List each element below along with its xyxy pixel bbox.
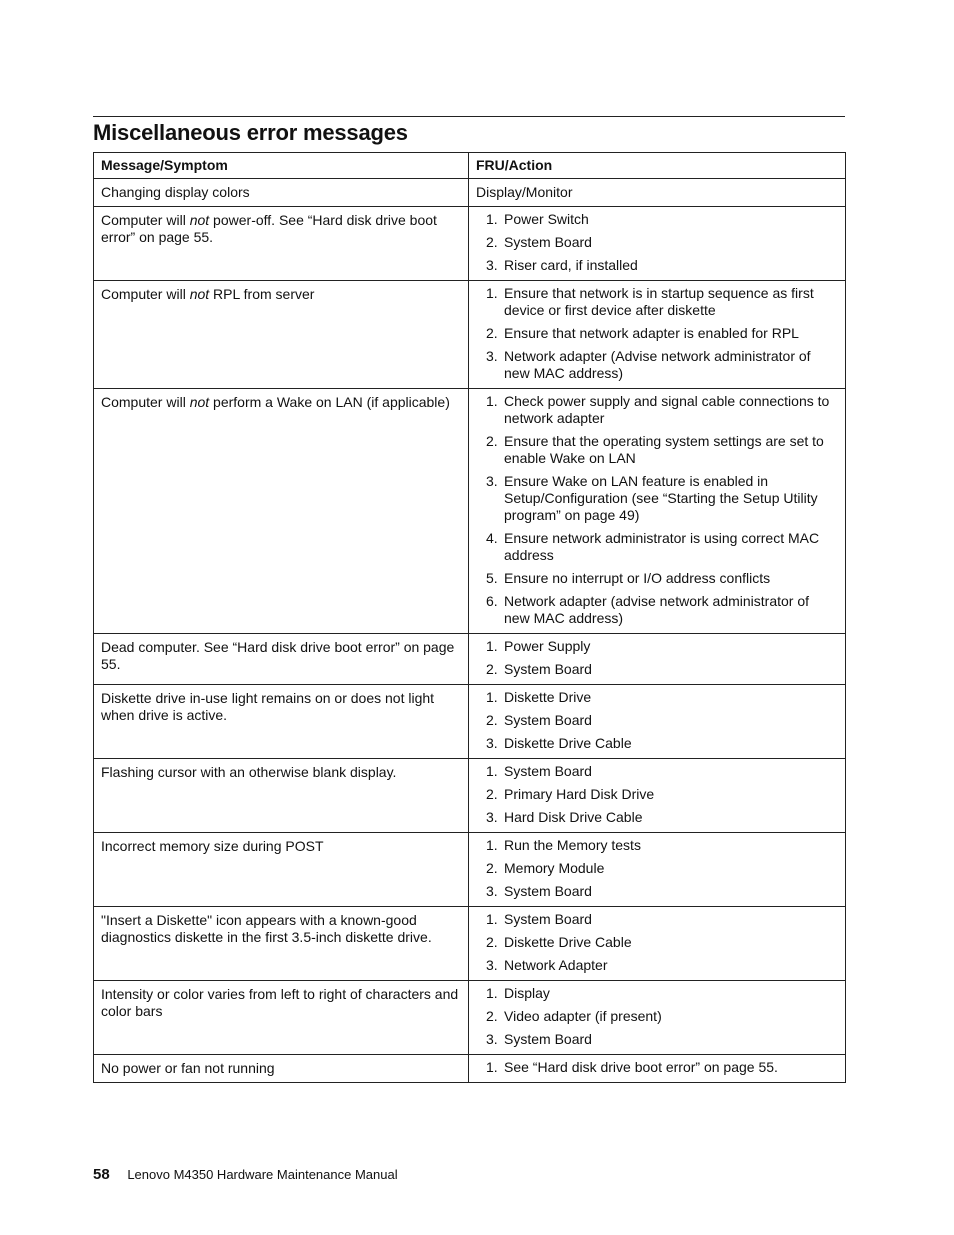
symptom-text: "Insert a Diskette" icon appears with a known-good diagnostics diskette in the first 3.5-inch diskette drive. bbox=[101, 912, 432, 945]
symptom-cell bbox=[94, 281, 469, 389]
list-number: 1. bbox=[486, 689, 498, 705]
action-list-item bbox=[476, 234, 838, 251]
action-list-item bbox=[476, 957, 838, 974]
symptom-text: Computer will bbox=[101, 286, 190, 302]
symptom-cell bbox=[94, 1055, 469, 1083]
action-cell bbox=[469, 907, 846, 981]
action-text: Primary Hard Disk Drive bbox=[504, 786, 655, 802]
action-list-item bbox=[476, 934, 838, 951]
table-row bbox=[94, 907, 846, 981]
action-text: Display/Monitor bbox=[476, 184, 573, 200]
action-list-item bbox=[476, 638, 838, 655]
symptom-text: Dead computer. See “Hard disk drive boot error” on page 55. bbox=[101, 639, 455, 672]
list-number: 4. bbox=[486, 530, 498, 546]
list-number: 2. bbox=[486, 661, 498, 677]
list-number: 3. bbox=[486, 348, 498, 364]
symptom-cell bbox=[94, 833, 469, 907]
action-list bbox=[476, 638, 838, 678]
page-footer bbox=[93, 1166, 398, 1183]
list-number: 2. bbox=[486, 325, 498, 341]
symptom-text: Incorrect memory size during POST bbox=[101, 838, 324, 854]
action-list-item bbox=[476, 433, 838, 467]
action-cell bbox=[469, 833, 846, 907]
action-list-item bbox=[476, 911, 838, 928]
action-list-item bbox=[476, 570, 838, 587]
list-number: 1. bbox=[486, 837, 498, 853]
action-cell bbox=[469, 1055, 846, 1083]
action-list-item bbox=[476, 837, 838, 854]
action-text: Memory Module bbox=[504, 860, 605, 876]
list-number: 2. bbox=[486, 860, 498, 876]
section-rule bbox=[93, 116, 845, 117]
action-list-item bbox=[476, 1031, 838, 1048]
action-list-item bbox=[476, 285, 838, 319]
list-number: 1. bbox=[486, 763, 498, 779]
action-text: System Board bbox=[504, 883, 592, 899]
table-row bbox=[94, 281, 846, 389]
manual-title: Lenovo M4350 Hardware Maintenance Manual bbox=[127, 1167, 398, 1182]
list-number: 1. bbox=[486, 638, 498, 654]
list-number: 3. bbox=[486, 809, 498, 825]
action-text: Video adapter (if present) bbox=[504, 1008, 662, 1024]
table-row bbox=[94, 981, 846, 1055]
action-list bbox=[476, 1059, 838, 1076]
action-cell bbox=[469, 179, 846, 207]
list-number: 3. bbox=[486, 883, 498, 899]
symptom-emphasis: not bbox=[189, 212, 210, 228]
action-text: Power Supply bbox=[504, 638, 591, 654]
list-number: 1. bbox=[486, 211, 498, 227]
list-number: 1. bbox=[486, 911, 498, 927]
action-list bbox=[476, 911, 838, 974]
symptom-cell bbox=[94, 207, 469, 281]
action-list bbox=[476, 763, 838, 826]
list-number: 2. bbox=[486, 786, 498, 802]
symptom-cell bbox=[94, 389, 469, 634]
table-row bbox=[94, 833, 846, 907]
table-row bbox=[94, 685, 846, 759]
table-row bbox=[94, 207, 846, 281]
list-number: 1. bbox=[486, 285, 498, 301]
list-number: 2. bbox=[486, 712, 498, 728]
action-list bbox=[476, 689, 838, 752]
table-body bbox=[94, 179, 846, 1083]
symptom-text: RPL from server bbox=[209, 286, 315, 302]
list-number: 3. bbox=[486, 473, 498, 489]
symptom-text: perform a Wake on LAN (if applicable) bbox=[209, 394, 450, 410]
action-list-item bbox=[476, 257, 838, 274]
action-text: System Board bbox=[504, 763, 592, 779]
action-cell bbox=[469, 981, 846, 1055]
list-number: 3. bbox=[486, 257, 498, 273]
symptom-text: Computer will bbox=[101, 394, 190, 410]
action-text: See “Hard disk drive boot error” on page 55. bbox=[504, 1059, 778, 1075]
table-row bbox=[94, 389, 846, 634]
list-number: 1. bbox=[486, 1059, 498, 1075]
action-text: Hard Disk Drive Cable bbox=[504, 809, 643, 825]
action-list bbox=[476, 837, 838, 900]
action-text: Diskette Drive Cable bbox=[504, 735, 632, 751]
action-list-item bbox=[476, 393, 838, 427]
action-text: Ensure that network is in startup sequence as first device or first device after diskette bbox=[504, 285, 814, 318]
list-number: 6. bbox=[486, 593, 498, 609]
symptom-text: Flashing cursor with an otherwise blank display. bbox=[101, 764, 397, 780]
action-cell bbox=[469, 634, 846, 685]
action-list-item bbox=[476, 1059, 838, 1076]
action-text: System Board bbox=[504, 234, 592, 250]
action-list-item bbox=[476, 661, 838, 678]
list-number: 1. bbox=[486, 393, 498, 409]
symptom-emphasis: not bbox=[189, 394, 210, 410]
action-list-item bbox=[476, 809, 838, 826]
action-list-item bbox=[476, 1008, 838, 1025]
action-text: System Board bbox=[504, 911, 592, 927]
symptom-cell bbox=[94, 685, 469, 759]
action-text: Ensure that network adapter is enabled for RPL bbox=[504, 325, 799, 341]
list-number: 2. bbox=[486, 1008, 498, 1024]
action-text: System Board bbox=[504, 712, 592, 728]
symptom-text: Changing display colors bbox=[101, 184, 250, 200]
list-number: 3. bbox=[486, 957, 498, 973]
action-list-item bbox=[476, 325, 838, 342]
action-list bbox=[476, 393, 838, 627]
action-text: Ensure Wake on LAN feature is enabled in Setup/Configuration (see “Starting the Setup Utility program” on page 49) bbox=[504, 473, 818, 523]
list-number: 2. bbox=[486, 433, 498, 449]
action-list-item bbox=[476, 735, 838, 752]
action-cell bbox=[469, 281, 846, 389]
action-list bbox=[476, 285, 838, 382]
list-number: 2. bbox=[486, 234, 498, 250]
action-text: Diskette Drive bbox=[504, 689, 592, 705]
symptom-text: Intensity or color varies from left to right of characters and color bars bbox=[101, 986, 459, 1019]
list-number: 3. bbox=[486, 1031, 498, 1047]
action-text: Riser card, if installed bbox=[504, 257, 638, 273]
list-number: 5. bbox=[486, 570, 498, 586]
action-list-item bbox=[476, 860, 838, 877]
action-cell bbox=[469, 685, 846, 759]
action-text: Network Adapter bbox=[504, 957, 608, 973]
page-title: Miscellaneous error messages bbox=[93, 120, 408, 145]
symptom-text: Diskette drive in-use light remains on or does not light when drive is active. bbox=[101, 690, 435, 723]
action-list-item bbox=[476, 211, 838, 228]
symptom-text: power-off. See “Hard disk drive boot error” on page 55. bbox=[101, 212, 437, 245]
action-list bbox=[476, 985, 838, 1048]
action-text: Diskette Drive Cable bbox=[504, 934, 632, 950]
action-text: Check power supply and signal cable connections to network adapter bbox=[504, 393, 830, 426]
action-list-item bbox=[476, 473, 838, 524]
symptom-cell bbox=[94, 981, 469, 1055]
symptom-cell bbox=[94, 907, 469, 981]
symptom-emphasis: not bbox=[189, 286, 210, 302]
action-cell bbox=[469, 207, 846, 281]
action-text: Network adapter (Advise network administrator of new MAC address) bbox=[504, 348, 811, 381]
action-list-item bbox=[476, 712, 838, 729]
list-number: 3. bbox=[486, 735, 498, 751]
action-text: Ensure that the operating system settings are set to enable Wake on LAN bbox=[504, 433, 824, 466]
action-list-item bbox=[476, 883, 838, 900]
table-row bbox=[94, 179, 846, 207]
action-column-header: FRU/Action bbox=[469, 153, 846, 179]
action-list-item bbox=[476, 593, 838, 627]
error-messages-table bbox=[93, 152, 846, 1083]
table-header-row bbox=[94, 153, 846, 179]
action-cell bbox=[469, 759, 846, 833]
symptom-cell bbox=[94, 634, 469, 685]
action-list-item bbox=[476, 985, 838, 1002]
action-list-item bbox=[476, 763, 838, 780]
list-number: 1. bbox=[486, 985, 498, 1001]
action-text: Ensure no interrupt or I/O address conflicts bbox=[504, 570, 771, 586]
action-list-item bbox=[476, 348, 838, 382]
action-text: System Board bbox=[504, 661, 592, 677]
action-text: System Board bbox=[504, 1031, 592, 1047]
action-text: Power Switch bbox=[504, 211, 589, 227]
list-number: 2. bbox=[486, 934, 498, 950]
action-list bbox=[476, 211, 838, 274]
action-text: Run the Memory tests bbox=[504, 837, 641, 853]
symptom-cell bbox=[94, 179, 469, 207]
action-list-item bbox=[476, 786, 838, 803]
symptom-text: Computer will bbox=[101, 212, 190, 228]
action-list-item bbox=[476, 530, 838, 564]
table-row bbox=[94, 634, 846, 685]
action-text: Display bbox=[504, 985, 550, 1001]
symptom-column-header: Message/Symptom bbox=[94, 153, 469, 179]
symptom-text: No power or fan not running bbox=[101, 1060, 275, 1076]
action-text: Ensure network administrator is using correct MAC address bbox=[504, 530, 820, 563]
table-row bbox=[94, 759, 846, 833]
symptom-cell bbox=[94, 759, 469, 833]
table-row bbox=[94, 1055, 846, 1083]
action-text: Network adapter (advise network administrator of new MAC address) bbox=[504, 593, 810, 626]
action-list-item bbox=[476, 689, 838, 706]
page-number: 58 bbox=[93, 1166, 110, 1183]
action-cell bbox=[469, 389, 846, 634]
